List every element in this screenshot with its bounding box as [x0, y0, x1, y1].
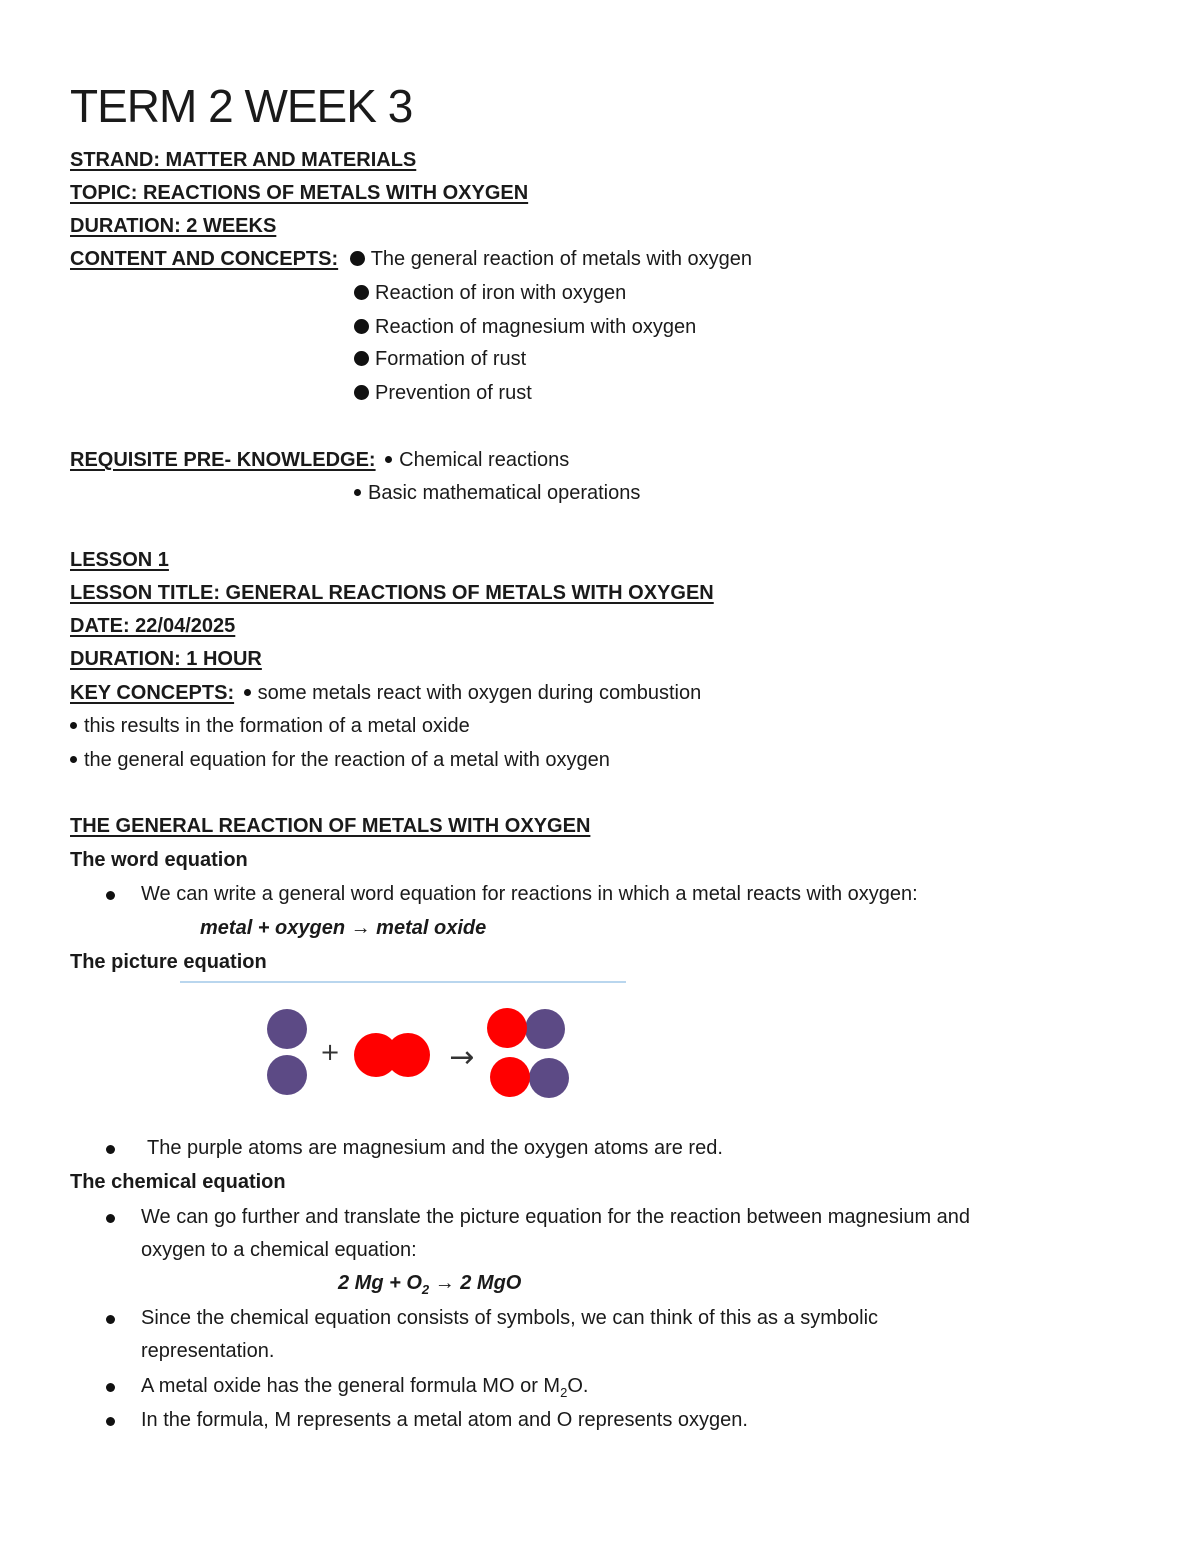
topic-heading: TOPIC: REACTIONS OF METALS WITH OXYGEN	[70, 182, 529, 204]
oxygen-atom	[487, 1008, 527, 1048]
bullet-icon	[354, 489, 361, 496]
lesson-number: LESSON 1	[70, 549, 169, 571]
prereq-item: Basic mathematical operations	[368, 482, 641, 504]
content-item: The general reaction of metals with oxygen	[370, 248, 753, 270]
content-item-row	[354, 381, 532, 405]
bullet-icon	[385, 456, 392, 463]
word-equation: metal + oxygen → metal oxide	[200, 917, 487, 939]
oxygen-atom	[490, 1057, 530, 1097]
content-item-row	[354, 315, 696, 339]
chemical-equation-right: → 2 MgO	[429, 1272, 522, 1294]
reaction-arrow: →	[449, 1040, 475, 1075]
content-item: Prevention of rust	[375, 382, 532, 404]
magnesium-atom	[529, 1058, 569, 1098]
content-item: Formation of rust	[375, 348, 527, 370]
formula-text-end: O.	[567, 1375, 589, 1397]
page-title: TERM 2 WEEK 3	[70, 80, 413, 132]
picture-equation-bullet: The purple atoms are magnesium and the oxygen atoms are red.	[147, 1137, 723, 1159]
key-concepts-label: KEY CONCEPTS:	[70, 682, 235, 704]
strand-heading: STRAND: MATTER AND MATERIALS	[70, 149, 417, 171]
formula-text: A metal oxide has the general formula MO or M	[141, 1375, 561, 1397]
picture-equation-heading: The picture equation	[70, 951, 267, 973]
key-concept-row	[70, 748, 610, 772]
word-equation-heading: The word equation	[70, 849, 248, 871]
bullet-icon	[106, 1315, 115, 1324]
key-concept-item: this results in the formation of a metal oxide	[84, 715, 470, 737]
chemical-equation-heading: The chemical equation	[70, 1171, 286, 1193]
plus-sign: +	[319, 1038, 341, 1066]
key-concept-row	[70, 714, 470, 738]
chemical-equation	[338, 1271, 521, 1302]
prereq-item: Chemical reactions	[399, 449, 570, 471]
bullet-icon	[106, 1145, 115, 1154]
key-concept-item: some metals react with oxygen during combustion	[257, 682, 702, 704]
lesson-title: LESSON TITLE: GENERAL REACTIONS OF METALS WITH OXYGEN	[70, 582, 714, 604]
magnesium-atom	[267, 1009, 307, 1049]
chemical-bullet-1-line-1: We can go further and translate the picture equation for the reaction between magnesium and	[141, 1206, 971, 1228]
content-concepts-label: CONTENT AND CONCEPTS:	[70, 248, 339, 270]
bullet-icon	[70, 756, 77, 763]
content-item-row	[354, 347, 526, 371]
chemical-bullet-4: In the formula, M represents a metal atom and O represents oxygen.	[141, 1409, 748, 1431]
lesson-date: DATE: 22/04/2025	[70, 615, 236, 637]
bullet-icon	[350, 251, 365, 266]
content-item: Reaction of magnesium with oxygen	[375, 316, 697, 338]
lesson-duration: DURATION: 1 HOUR	[70, 648, 262, 670]
chemical-bullet-2-line-1: Since the chemical equation consists of symbols, we can think of this as a symbolic	[141, 1307, 879, 1329]
bullet-icon	[354, 285, 369, 300]
word-equation-bullet: We can write a general word equation for reactions in which a metal reacts with oxygen:	[141, 883, 918, 905]
prereq-item-row	[354, 481, 640, 505]
bullet-icon	[354, 385, 369, 400]
chemical-equation-subscript: 2	[421, 1282, 430, 1297]
bullet-icon	[354, 351, 369, 366]
chemical-bullet-2-line-2: representation.	[141, 1340, 275, 1362]
content-item-row	[354, 281, 626, 305]
prereq-row	[70, 448, 569, 472]
chemical-equation-left: 2 Mg + O	[338, 1272, 422, 1294]
bullet-icon	[106, 1214, 115, 1223]
magnesium-atom	[525, 1009, 565, 1049]
section-heading: THE GENERAL REACTION OF METALS WITH OXYGEN	[70, 815, 591, 837]
chemical-bullet-1-line-2: oxygen to a chemical equation:	[141, 1239, 417, 1261]
formula-subscript: 2	[560, 1385, 568, 1400]
picture-equation-diagram	[180, 978, 628, 1132]
magnesium-atom	[267, 1055, 307, 1095]
key-concept-item: the general equation for the reaction of a metal with oxygen	[84, 749, 610, 771]
bullet-icon	[106, 1383, 115, 1392]
content-concepts-row	[70, 247, 752, 271]
prereq-label: REQUISITE PRE- KNOWLEDGE:	[70, 449, 376, 471]
content-item: Reaction of iron with oxygen	[375, 282, 627, 304]
key-concepts-row	[70, 681, 701, 705]
chemical-bullet-3	[141, 1374, 588, 1405]
bullet-icon	[106, 1417, 115, 1426]
bullet-icon	[70, 722, 77, 729]
oxygen-atom	[386, 1033, 430, 1077]
bullet-icon	[354, 319, 369, 334]
duration-heading: DURATION: 2 WEEKS	[70, 215, 277, 237]
bullet-icon	[244, 689, 251, 696]
bullet-icon	[106, 891, 115, 900]
